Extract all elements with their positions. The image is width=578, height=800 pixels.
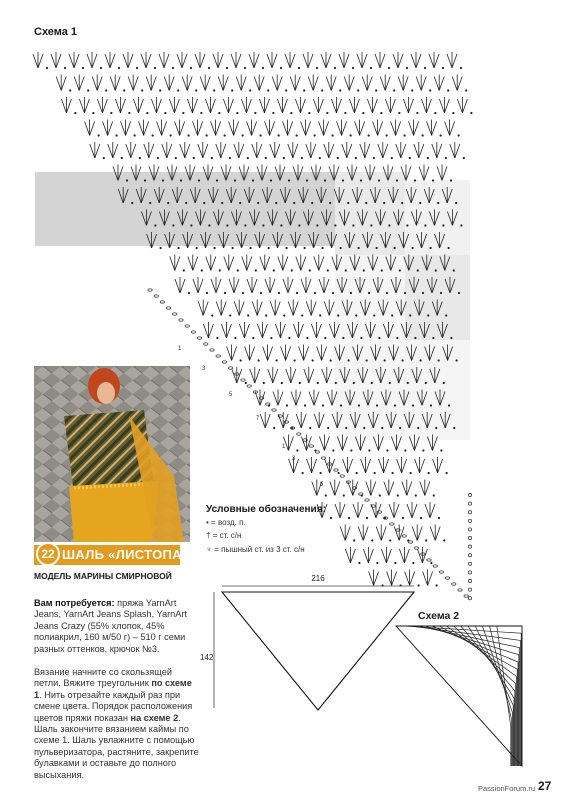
fan-stitch bbox=[375, 52, 390, 69]
row-label: 5 bbox=[320, 482, 324, 488]
fan-stitch bbox=[417, 547, 432, 564]
chain-loop bbox=[458, 589, 462, 591]
fan-stitch bbox=[157, 120, 172, 137]
instructions-paragraph bbox=[34, 667, 200, 781]
fan-stitch bbox=[419, 165, 434, 182]
fan-stitch bbox=[180, 142, 195, 159]
fan-stitch bbox=[349, 97, 364, 114]
instructions-text-2: . Нить отрезайте каждый раз при смене цвета. Порядок расположения цветов пряжи показан bbox=[34, 689, 193, 723]
border-loop bbox=[468, 502, 471, 505]
fan-stitch bbox=[403, 97, 418, 114]
fan-stitch bbox=[326, 75, 341, 92]
fan-stitch bbox=[270, 300, 285, 317]
fan-stitch bbox=[56, 75, 71, 92]
fan-stitch bbox=[373, 120, 388, 137]
chain-loop bbox=[210, 349, 214, 351]
fan-stitch bbox=[234, 300, 249, 317]
fan-stitch bbox=[397, 457, 412, 474]
shawl-photo bbox=[34, 366, 190, 542]
fan-stitch bbox=[33, 52, 48, 69]
fan-stitch bbox=[457, 97, 472, 114]
fan-stitch bbox=[170, 255, 185, 272]
fan-stitch bbox=[195, 52, 210, 69]
fan-stitch bbox=[249, 52, 264, 69]
fan-stitch bbox=[307, 457, 322, 474]
fan-stitch bbox=[121, 120, 136, 137]
chain-loop bbox=[297, 433, 301, 435]
fan-stitch bbox=[234, 142, 249, 159]
chain-stitch-icon: • bbox=[206, 518, 209, 527]
fan-stitch bbox=[87, 52, 102, 69]
fan-stitch bbox=[213, 52, 228, 69]
fan-stitch bbox=[308, 75, 323, 92]
row-label: 1 bbox=[178, 346, 182, 352]
puff-stitch-icon: ♆ bbox=[206, 545, 212, 554]
fan-stitch bbox=[389, 502, 404, 519]
fan-stitch bbox=[427, 120, 442, 137]
fan-stitch bbox=[198, 300, 213, 317]
fan-stitch bbox=[231, 52, 246, 69]
border-loop bbox=[468, 536, 471, 539]
fan-stitch bbox=[445, 120, 460, 137]
fan-stitch bbox=[288, 300, 303, 317]
page-number: 27 bbox=[538, 779, 552, 793]
chain-loop bbox=[173, 313, 177, 315]
legend-label: = возд. п. bbox=[211, 518, 246, 527]
color-stripe bbox=[468, 626, 514, 766]
row-label: 3 bbox=[292, 456, 296, 462]
fan-stitch bbox=[141, 52, 156, 69]
fan-stitch bbox=[177, 52, 192, 69]
fan-stitch bbox=[303, 52, 318, 69]
fan-stitch bbox=[278, 255, 293, 272]
fan-stitch bbox=[144, 142, 159, 159]
chain-loop bbox=[334, 469, 338, 471]
chain-loop bbox=[340, 475, 344, 477]
fan-stitch bbox=[85, 120, 100, 137]
fan-stitch bbox=[437, 165, 452, 182]
fan-stitch bbox=[275, 322, 290, 339]
fan-stitch bbox=[263, 345, 278, 362]
fan-stitch bbox=[447, 52, 462, 69]
fan-stitch bbox=[139, 120, 154, 137]
fan-stitch bbox=[216, 142, 231, 159]
fan-stitch bbox=[250, 367, 265, 384]
fan-stitch bbox=[103, 120, 118, 137]
fan-stitch bbox=[288, 142, 303, 159]
fan-stitch bbox=[293, 322, 308, 339]
fan-stitch bbox=[306, 142, 321, 159]
fan-stitch bbox=[241, 97, 256, 114]
fan-stitch bbox=[295, 97, 310, 114]
row-label: 5 bbox=[229, 392, 233, 398]
fan-stitch bbox=[311, 322, 326, 339]
fan-stitch bbox=[254, 75, 269, 92]
fan-stitch bbox=[380, 75, 395, 92]
fan-stitch bbox=[51, 52, 66, 69]
fan-stitch bbox=[357, 52, 372, 69]
fan-stitch bbox=[301, 435, 316, 452]
fan-stitch bbox=[286, 367, 301, 384]
fan-stitch bbox=[393, 52, 408, 69]
fan-stitch bbox=[402, 480, 417, 497]
fan-stitch bbox=[319, 435, 334, 452]
row-label: 3 bbox=[202, 366, 206, 372]
fan-stitch bbox=[430, 525, 445, 542]
fan-stitch bbox=[344, 75, 359, 92]
fan-stitch bbox=[348, 480, 363, 497]
chain-loop bbox=[414, 547, 418, 549]
chain-loop bbox=[185, 325, 189, 327]
chain-loop bbox=[197, 337, 201, 339]
materials-paragraph bbox=[34, 598, 200, 655]
fan-stitch bbox=[224, 255, 239, 272]
fan-stitch bbox=[398, 75, 413, 92]
legend-item-double-crochet bbox=[206, 531, 241, 540]
fan-stitch bbox=[221, 322, 236, 339]
fan-stitch bbox=[159, 52, 174, 69]
fan-stitch bbox=[162, 142, 177, 159]
chain-loop bbox=[266, 403, 270, 405]
chain-loop bbox=[204, 343, 208, 345]
border-loop bbox=[468, 519, 471, 522]
legend-title: Условные обозначения: bbox=[206, 504, 326, 515]
fan-stitch bbox=[242, 255, 257, 272]
chain-loop bbox=[408, 541, 412, 543]
fan-stitch bbox=[247, 120, 262, 137]
row-label: 1 bbox=[282, 444, 286, 450]
fan-stitch bbox=[265, 120, 280, 137]
fan-stitch bbox=[425, 502, 440, 519]
fan-stitch bbox=[313, 97, 328, 114]
fan-stitch bbox=[193, 120, 208, 137]
fan-stitch bbox=[411, 52, 426, 69]
fan-stitch bbox=[283, 120, 298, 137]
fan-stitch bbox=[105, 52, 120, 69]
fan-stitch bbox=[289, 457, 304, 474]
fan-stitch bbox=[415, 457, 430, 474]
fan-stitch bbox=[414, 142, 429, 159]
fan-stitch bbox=[301, 277, 316, 294]
fan-stitch bbox=[353, 502, 368, 519]
fan-stitch bbox=[296, 255, 311, 272]
border-loop bbox=[468, 554, 471, 557]
fan-stitch bbox=[257, 322, 272, 339]
shade-band bbox=[35, 172, 335, 246]
fan-stitch bbox=[187, 97, 202, 114]
border-loop bbox=[468, 511, 471, 514]
fan-stitch bbox=[128, 75, 143, 92]
fan-stitch bbox=[164, 75, 179, 92]
fan-stitch bbox=[260, 412, 275, 429]
fan-stitch bbox=[337, 120, 352, 137]
fan-stitch bbox=[314, 255, 329, 272]
chain-loop bbox=[309, 445, 313, 447]
border-loop bbox=[468, 597, 471, 600]
fan-stitch bbox=[421, 97, 436, 114]
chain-loop bbox=[272, 409, 276, 411]
fan-stitch bbox=[126, 142, 141, 159]
fan-stitch bbox=[285, 52, 300, 69]
fan-stitch bbox=[247, 277, 262, 294]
schema-1-title: Схема 1 bbox=[34, 26, 78, 38]
chain-loop bbox=[359, 493, 363, 495]
chain-loop bbox=[439, 571, 443, 573]
fan-stitch bbox=[339, 52, 354, 69]
fan-stitch bbox=[229, 120, 244, 137]
fan-stitch bbox=[452, 75, 467, 92]
color-stripes bbox=[396, 626, 522, 766]
fan-stitch bbox=[409, 120, 424, 137]
schema-2-title: Схема 2 bbox=[418, 610, 460, 622]
border-loop bbox=[468, 588, 471, 591]
fan-stitch bbox=[245, 345, 260, 362]
fan-stitch bbox=[123, 52, 138, 69]
fan-stitch bbox=[283, 277, 298, 294]
fan-stitch bbox=[203, 322, 218, 339]
fan-stitch bbox=[399, 547, 414, 564]
fan-stitch bbox=[358, 525, 373, 542]
fan-stitch bbox=[330, 480, 345, 497]
fan-stitch bbox=[423, 570, 438, 587]
chart-row-labels bbox=[178, 346, 324, 488]
chain-loop bbox=[228, 367, 232, 369]
legend-item-chain bbox=[206, 518, 246, 527]
fan-stitch bbox=[74, 75, 89, 92]
height-label: 142 bbox=[200, 653, 214, 662]
chain-loop bbox=[148, 289, 152, 291]
chain-loop bbox=[166, 307, 170, 309]
instructions-ref-schema-2: на схеме 2 bbox=[130, 712, 179, 723]
chain-loop bbox=[445, 577, 449, 579]
fan-stitch bbox=[429, 52, 444, 69]
chain-loop bbox=[464, 595, 468, 597]
fan-stitch bbox=[378, 142, 393, 159]
fan-stitch bbox=[296, 412, 311, 429]
shawl-dimensions-diagram bbox=[200, 570, 420, 715]
schema-2-outline bbox=[396, 626, 522, 766]
fan-stitch bbox=[272, 75, 287, 92]
fan-stitch bbox=[259, 97, 274, 114]
chain-loop bbox=[191, 331, 195, 333]
chain-loop bbox=[241, 379, 245, 381]
fan-stitch bbox=[363, 547, 378, 564]
fan-stitch bbox=[97, 97, 112, 114]
fan-stitch bbox=[396, 142, 411, 159]
fan-stitch bbox=[205, 97, 220, 114]
fan-stitch bbox=[407, 502, 422, 519]
fan-stitch bbox=[61, 97, 76, 114]
fan-stitch bbox=[223, 97, 238, 114]
fan-stitch bbox=[260, 255, 275, 272]
fan-stitch bbox=[69, 52, 84, 69]
fan-stitch bbox=[218, 75, 233, 92]
fan-stitch bbox=[306, 300, 321, 317]
fan-stitch bbox=[381, 547, 396, 564]
fan-stitch bbox=[273, 390, 288, 407]
color-stripe bbox=[425, 626, 519, 766]
chain-loop bbox=[452, 583, 456, 585]
watermark: PassionForum.ru bbox=[478, 784, 536, 793]
fan-stitch bbox=[268, 367, 283, 384]
chain-loop bbox=[315, 451, 319, 453]
fan-stitch bbox=[362, 75, 377, 92]
fan-stitch bbox=[342, 142, 357, 159]
chain-loop bbox=[247, 385, 251, 387]
fan-stitch bbox=[366, 480, 381, 497]
fan-stitch bbox=[379, 457, 394, 474]
border-loop bbox=[468, 528, 471, 531]
fan-stitch bbox=[252, 142, 267, 159]
fan-stitch bbox=[433, 457, 448, 474]
legend-label: = ст. с/н bbox=[212, 531, 242, 540]
fan-stitch bbox=[301, 120, 316, 137]
fan-stitch bbox=[304, 367, 319, 384]
fan-stitch bbox=[355, 120, 370, 137]
fan-stitch bbox=[175, 120, 190, 137]
instructions-text-3: . Шаль закончите вязанием каймы по схеме 1. Шаль увлажните с помощью пульверизатора, растяните, закрепите булавками и оставьте до полного высыхания. bbox=[34, 712, 199, 780]
fan-stitch bbox=[239, 322, 254, 339]
fan-stitch bbox=[314, 412, 329, 429]
color-order-diagram-schema-2 bbox=[394, 622, 534, 770]
pattern-number-badge: 22 bbox=[36, 542, 60, 566]
fan-stitch bbox=[265, 277, 280, 294]
fan-stitch bbox=[291, 390, 306, 407]
fan-stitch bbox=[343, 457, 358, 474]
fan-stitch bbox=[227, 345, 242, 362]
fan-stitch bbox=[325, 457, 340, 474]
fan-stitch bbox=[361, 457, 376, 474]
fan-stitch bbox=[317, 345, 332, 362]
fan-stitch bbox=[110, 75, 125, 92]
width-label: 216 bbox=[311, 574, 325, 583]
fan-stitch bbox=[290, 75, 305, 92]
fan-stitch bbox=[115, 97, 130, 114]
materials-text: пряжа YarnArt Jeans, YarnArt Jeans Splash, YarnArt Jeans Crazy (55% хлопок, 45% полиакрил, 160 м/50 г) – 510 г семи разных оттенков, крючок №3. bbox=[34, 598, 188, 654]
fan-stitch bbox=[236, 75, 251, 92]
chain-loop bbox=[154, 295, 158, 297]
fan-stitch bbox=[277, 97, 292, 114]
chain-loop bbox=[222, 361, 226, 363]
fan-stitch bbox=[322, 367, 337, 384]
legend-item-puff-stitch bbox=[206, 545, 305, 554]
fan-stitch bbox=[331, 97, 346, 114]
color-stripe bbox=[410, 626, 520, 766]
chain-loop bbox=[433, 565, 437, 567]
fan-stitch bbox=[335, 502, 350, 519]
color-stripe bbox=[482, 626, 512, 766]
chain-loop bbox=[402, 535, 406, 537]
chain-loop bbox=[216, 355, 220, 357]
legend-label: = пышный ст. из 3 ст. с/н bbox=[214, 545, 305, 554]
fan-stitch bbox=[200, 75, 215, 92]
chain-loop bbox=[321, 457, 325, 459]
fan-stitch bbox=[79, 97, 94, 114]
fan-stitch bbox=[319, 120, 334, 137]
fan-stitch bbox=[90, 142, 105, 159]
fan-stitch bbox=[151, 97, 166, 114]
border-loop bbox=[468, 493, 471, 496]
pattern-title: ШАЛЬ «ЛИСТОПАД» bbox=[62, 547, 200, 562]
fan-stitch bbox=[321, 52, 336, 69]
fan-stitch bbox=[324, 142, 339, 159]
fan-stitch bbox=[198, 142, 213, 159]
instructions-text-1: Вязание начните со скользящей петли. Вяжите треугольник bbox=[34, 667, 172, 689]
fan-stitch bbox=[439, 97, 454, 114]
fan-stitch bbox=[133, 97, 148, 114]
materials-label: Вам потребуется: bbox=[34, 598, 115, 608]
fan-stitch bbox=[391, 120, 406, 137]
fan-stitch bbox=[309, 390, 324, 407]
shawl-triangle bbox=[222, 592, 414, 710]
chain-loop bbox=[427, 559, 431, 561]
fan-stitch bbox=[420, 480, 435, 497]
fan-stitch bbox=[193, 277, 208, 294]
fan-stitch bbox=[376, 525, 391, 542]
fan-stitch bbox=[270, 142, 285, 159]
chain-loop bbox=[390, 523, 394, 525]
fan-stitch bbox=[367, 97, 382, 114]
fan-stitch bbox=[319, 277, 334, 294]
fan-stitch bbox=[169, 97, 184, 114]
fan-stitch bbox=[281, 345, 296, 362]
fan-stitch bbox=[175, 277, 190, 294]
fan-stitch bbox=[182, 75, 197, 92]
fan-stitch bbox=[146, 75, 161, 92]
fan-stitch bbox=[211, 277, 226, 294]
fan-stitch bbox=[283, 435, 298, 452]
fan-stitch bbox=[412, 525, 427, 542]
row-label: 7 bbox=[256, 416, 260, 422]
fan-stitch bbox=[92, 75, 107, 92]
fan-stitch bbox=[394, 525, 409, 542]
chain-loop bbox=[179, 319, 183, 321]
fan-stitch bbox=[360, 142, 375, 159]
fan-stitch bbox=[252, 300, 267, 317]
border-loop bbox=[468, 571, 471, 574]
border-loop bbox=[468, 562, 471, 565]
chain-loop bbox=[284, 421, 288, 423]
fan-stitch bbox=[267, 52, 282, 69]
fan-stitch bbox=[232, 367, 247, 384]
fan-stitch bbox=[385, 97, 400, 114]
fan-stitch bbox=[216, 300, 231, 317]
fan-stitch bbox=[340, 525, 355, 542]
fan-stitch bbox=[384, 480, 399, 497]
border-loop bbox=[468, 579, 471, 582]
fan-stitch bbox=[432, 142, 447, 159]
fan-stitch bbox=[229, 277, 244, 294]
fan-stitch bbox=[206, 255, 221, 272]
chain-loop bbox=[365, 499, 369, 501]
model-credit: МОДЕЛЬ МАРИНЫ СМИРНОВОЙ bbox=[34, 571, 172, 581]
instructions-ref-schema-1: по схеме 1 bbox=[34, 678, 192, 700]
fan-stitch bbox=[434, 75, 449, 92]
fan-stitch bbox=[416, 75, 431, 92]
color-stripe bbox=[418, 626, 520, 766]
fan-stitch bbox=[450, 142, 465, 159]
fan-stitch bbox=[108, 142, 123, 159]
fan-stitch bbox=[299, 345, 314, 362]
fan-stitch bbox=[188, 255, 203, 272]
double-crochet-icon: † bbox=[206, 531, 211, 540]
fan-stitch bbox=[211, 120, 226, 137]
border-loop bbox=[468, 545, 471, 548]
fan-stitch bbox=[345, 547, 360, 564]
chain-loop bbox=[160, 301, 164, 303]
